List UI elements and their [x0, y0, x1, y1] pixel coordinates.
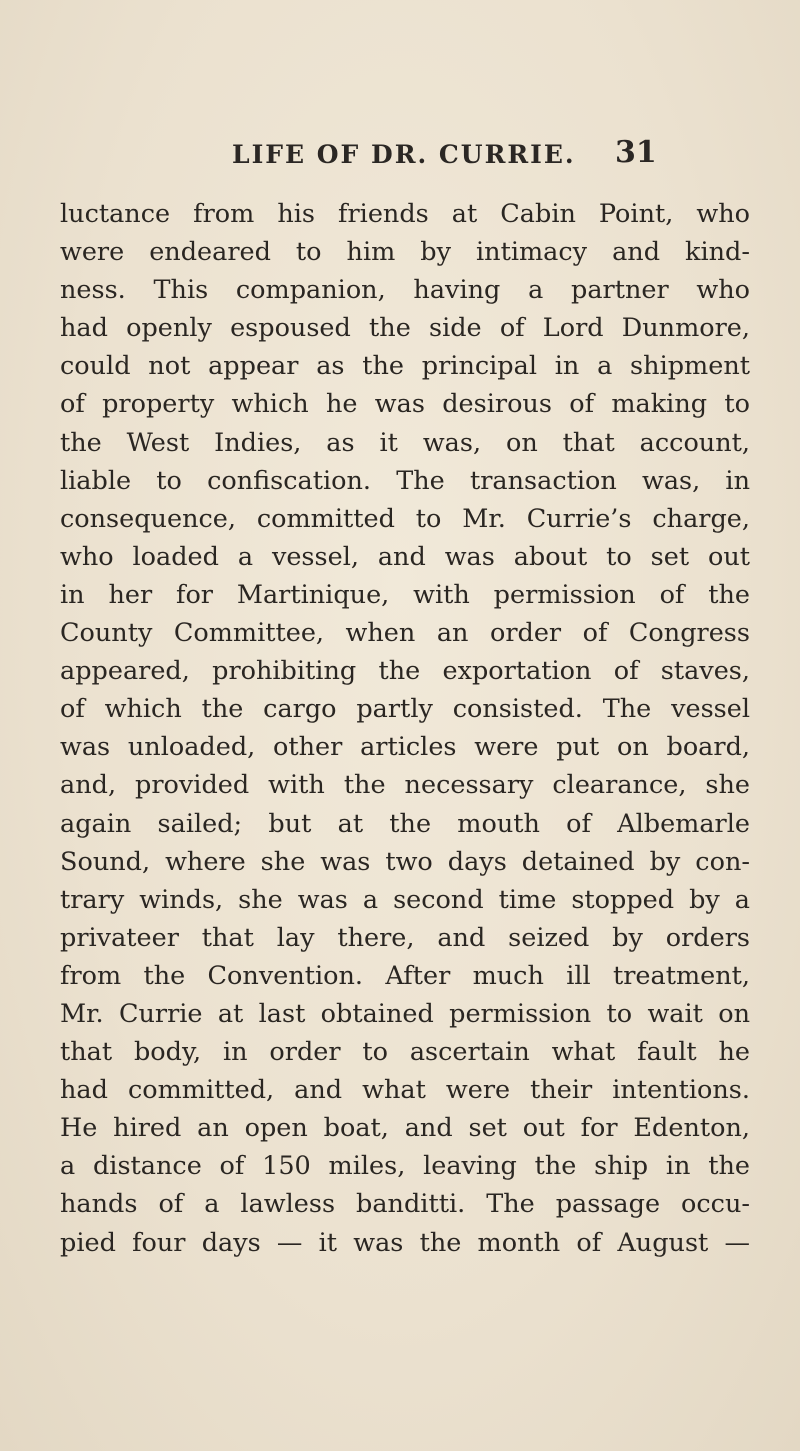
text-line: that body, in order to ascertain what fault he [60, 1037, 750, 1068]
text-line: liable to confiscation. The transaction was, in [60, 465, 750, 496]
text-line: in her for Martinique, with permission of the [60, 579, 750, 610]
running-title: LIFE OF DR. CURRIE. [232, 140, 576, 169]
text-line: from the Convention. After much ill treatment, [60, 960, 750, 991]
page-number: 31 [615, 135, 657, 170]
text-line: had openly espoused the side of Lord Dunmore, [60, 313, 750, 344]
text-line: were endeared to him by intimacy and kind- [60, 237, 750, 268]
text-line: was unloaded, other articles were put on board, [60, 732, 750, 763]
text-line: of which the cargo partly consisted. The vessel [60, 694, 750, 725]
text-line: Mr. Currie at last obtained permission to wait on [60, 998, 750, 1029]
text-line: and, provided with the necessary clearance, she [60, 770, 750, 801]
body-paragraph [60, 195, 750, 1262]
text-line: trary winds, she was a second time stopped by a [60, 884, 750, 915]
text-line: ness. This companion, having a partner who [60, 275, 750, 306]
text-line: County Committee, when an order of Congress [60, 618, 750, 649]
text-line: the West Indies, as it was, on that account, [60, 427, 750, 458]
text-line: appeared, prohibiting the exportation of staves, [60, 656, 750, 687]
text-line: Sound, where she was two days detained by con- [60, 846, 750, 877]
text-line: consequence, committed to Mr. Currie’s charge, [60, 503, 750, 534]
text-line: He hired an open boat, and set out for Edenton, [60, 1113, 750, 1144]
text-line: had committed, and what were their intentions. [60, 1075, 750, 1106]
text-line: hands of a lawless banditti. The passage occu- [60, 1189, 750, 1220]
text-line: could not appear as the principal in a shipment [60, 351, 750, 382]
text-line: again sailed; but at the mouth of Albemarle [60, 808, 750, 839]
text-line: a distance of 150 miles, leaving the ship in the [60, 1151, 750, 1182]
text-line: privateer that lay there, and seized by orders [60, 922, 750, 953]
text-line: luctance from his friends at Cabin Point, who [60, 199, 750, 229]
text-line: who loaded a vessel, and was about to set out [60, 541, 750, 572]
text-line: pied four days — it was the month of August — [60, 1227, 750, 1258]
text-line: of property which he was desirous of making to [60, 389, 750, 420]
